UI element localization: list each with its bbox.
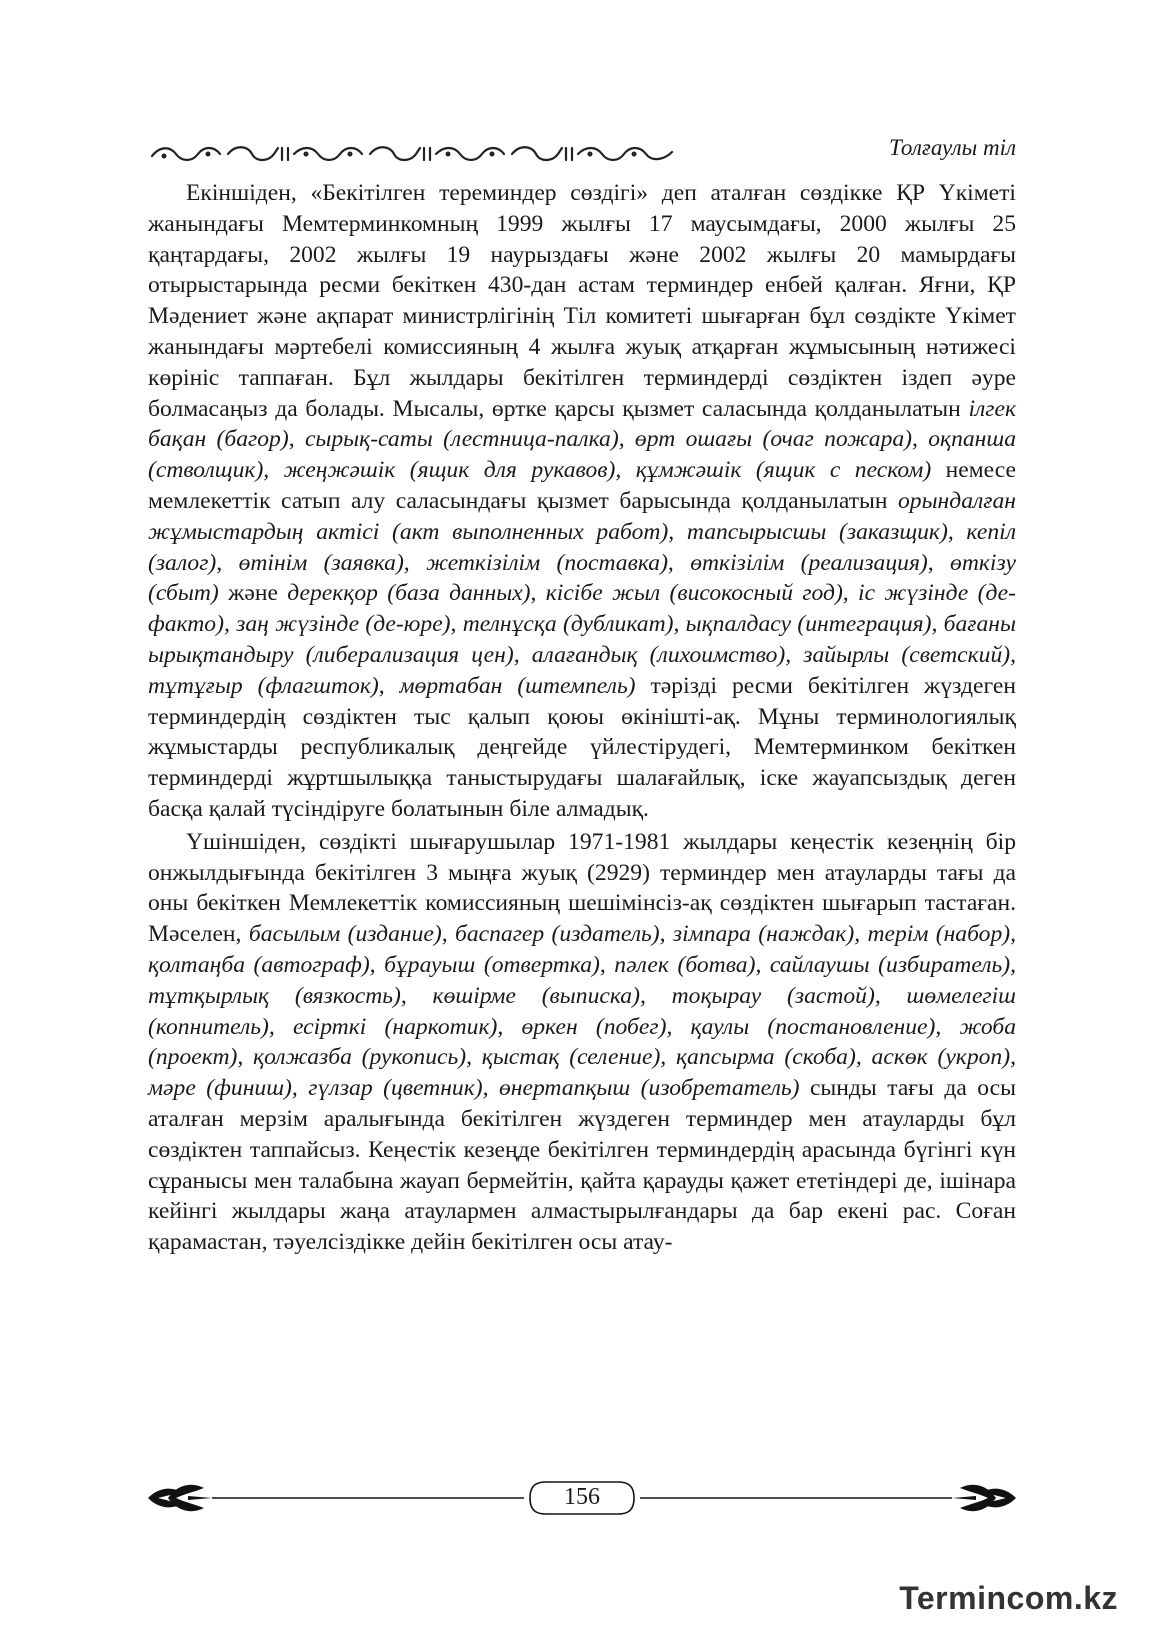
body-text (148, 178, 1016, 1258)
text-run: сынды тағы да осы аталған мерзім аралығында бекітілген жүздеген терминдер мен атауларды бұл сөздіктен таппайсыз. Кеңестік кезеңде бекітілген терминдердің арасында бүгінгі күн сұранысы мен талабына жауап бермейтін, қайта қарауды қажет ететіндері де, ішінара кейінгі жылдары жаңа атаулармен алмастырылғандары да бар екені рас. Соған қарамастан, тәуелсіздікке дейін бекітілген осы атау- (148, 1075, 1016, 1256)
italic-term-run: дерекқор (база данных), кісібе жыл (високосный год), іс жүзінде (де-факто), заң жүзінде (де-юре), телнұсқа (дубликат), ықпалдасу (интеграция), бағаны ырықтандыру (либерализация цен), алағандық (лихоимство), зайырлы (светский), тұтұғыр (флагшток), мөртабан (штемпель) (148, 580, 1016, 699)
text-run: Үшіншіден, сөздікті шығарушылар 1971-1981 жылдары кеңестік кезеңнің бір онжылдығында бекітілген 3 мыңға жуық (2929) терминдер мен атауларды тағы да оны бекіткен Мемлекеттік комиссияның шешімінсіз-ақ сөздіктен шығарып тастаған. Мәселен, (148, 828, 1016, 948)
paragraph (148, 178, 1016, 825)
text-run: Екіншіден, «Бекітілген тереминдер сөздігі» деп аталған сөздікке ҚР Үкіметі жанындағы Мемтерминкомның 1999 жылғы 17 маусымдағы, 2000 жылғы 25 қаңтардағы, 2002 жылғы 19 наурыздағы және 2002 жылғы 20 мамырдағы отырыстарында ресми бекіткен 430-дан астам терминдер енбей қалған. Яғни, ҚР Мәдениет және ақпарат министрлігінің Тіл комитеті шығарған бұл сөздікте Үкімет жанындағы мәртебелі комиссияның 4 жылға жуық атқарған жұмысының нәтижесі көрініс таппаған. Бұл жылдары бекітілген терминдерді сөздіктен іздеп әуре болмасаңыз да болады. Мысалы, өртке қарсы қызмет саласында қолданылатын (148, 180, 1016, 422)
page-header (148, 134, 1016, 170)
watermark-text: Termincom.kz (899, 1580, 1118, 1616)
italic-term-run: басылым (издание), баспагер (издатель), зімпара (наждак), терім (набор), қолтаңба (автограф), бұрауыш (отвертка), пәлек (ботва), сайлаушы (избиратель), тұтқырлық (вязкость), көшірме (выписка), тоқырау (застой), шөмелегіш (копнитель), есірткі (наркотик), өркен (побег), қаулы (постановление), жоба (проект), қолжазба (рукопись), қыстақ (селение), қапсырма (скоба), аскөк (укроп), мәре (финиш), гүлзар (цветник), өнертапқыш (изобретатель) (148, 921, 1017, 1102)
text-run: немесе мемлекеттік сатып алу саласындағы қызмет барысында қолданылатын (148, 457, 1016, 514)
header-ornament-icon (148, 142, 678, 166)
page-number: 156 (564, 1484, 600, 1510)
site-watermark[interactable] (899, 1580, 1118, 1617)
text-run: тәрізді ресми бекітілген жүздеген терминдердің сөздіктен тыс қалып қоюы өкінішті-ақ. Мұны терминологиялық жұмыстарды республикалық деңгейде үйлестірудегі, Мемтерминком бекіткен терминдерді жұртшылыққа таныстырудағы шалағайлық, іске жауапсыздық деген басқа қалай түсіндіруге болатынын біле алмадық. (148, 672, 1016, 822)
page-footer (148, 1478, 1016, 1518)
italic-term-run: ілгек бақан (багор), сырық-саты (лестница-палка), өрт ошағы (очаг пожара), оқпанша (стволщик), жеңжәшік (ящик для рукавов), құмжәшік (ящик с песком) (148, 395, 1016, 484)
running-title: Толғаулы тіл (888, 135, 1016, 160)
paragraph (148, 827, 1016, 1258)
italic-term-run: орындалған жұмыстардың актісі (акт выполненных работ), тапсырысшы (заказщик), кепіл (залог), өтінім (заявка), жеткізілім (поставка), өткізілім (реализация), өткізу (сбыт) (148, 487, 1016, 607)
text-run: және (218, 580, 288, 607)
